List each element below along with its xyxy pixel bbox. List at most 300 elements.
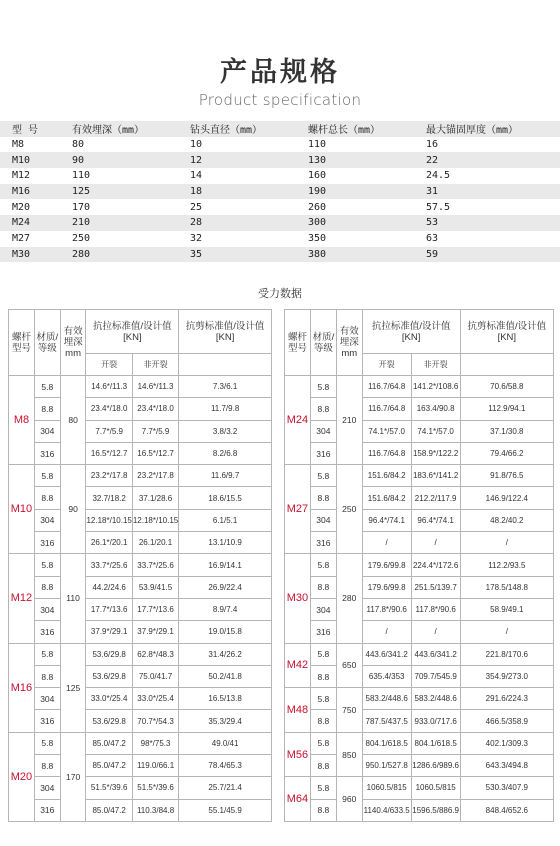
force-value: 98*/75.3 xyxy=(132,732,178,754)
force-value: 14.6*/11.3 xyxy=(86,376,132,398)
force-value: 7.3/6.1 xyxy=(179,376,272,398)
spec-cell: 14 xyxy=(190,170,203,182)
spec-header-cell: 型 号 xyxy=(12,125,39,137)
force-row xyxy=(9,532,272,554)
force-value: 74.1*/57.0 xyxy=(362,420,411,442)
force-value: 51.5*/39.6 xyxy=(132,777,178,799)
force-value: / xyxy=(460,621,553,643)
spec-header-cell: 螺杆总长（mm） xyxy=(308,125,381,137)
material-grade: 8.8 xyxy=(34,665,60,687)
material-grade: 5.8 xyxy=(34,732,60,754)
force-row xyxy=(9,621,272,643)
force-value: 85.0/47.2 xyxy=(86,732,132,754)
force-value: 17.7*/13.6 xyxy=(86,598,132,620)
embed-depth: 80 xyxy=(60,376,86,465)
force-table-right xyxy=(284,309,554,822)
force-value: 1060.5/815 xyxy=(362,777,411,799)
force-value: 37.9*/29.1 xyxy=(86,621,132,643)
force-row xyxy=(285,420,554,442)
force-value: 8.2/6.8 xyxy=(179,442,272,464)
force-value: 16.5*/12.7 xyxy=(132,442,178,464)
force-row xyxy=(9,487,272,509)
material-grade: 304 xyxy=(34,598,60,620)
force-value: 141.2*/108.6 xyxy=(411,376,460,398)
force-value: 112.2/93.5 xyxy=(460,554,553,576)
spec-cell: 90 xyxy=(72,154,85,166)
material-grade: 316 xyxy=(310,442,336,464)
page-title: 产品规格 xyxy=(220,57,340,88)
force-value: 70.7*/54.3 xyxy=(132,710,178,732)
force-row xyxy=(9,710,272,732)
force-value: 51.5*/39.6 xyxy=(86,777,132,799)
spec-cell: 18 xyxy=(190,186,203,198)
spec-cell: M8 xyxy=(12,139,25,151)
material-grade: 5.8 xyxy=(310,376,336,398)
force-row xyxy=(9,598,272,620)
force-value: 151.6/84.2 xyxy=(362,487,411,509)
force-value: 402.1/309.3 xyxy=(460,732,553,754)
force-value: 26.1/20.1 xyxy=(132,532,178,554)
embed-depth: 170 xyxy=(60,732,86,821)
material-grade: 316 xyxy=(34,799,60,821)
force-value: 16.5/13.8 xyxy=(179,688,272,710)
force-value: 110.3/84.8 xyxy=(132,799,178,821)
force-value: 158.9*/122.2 xyxy=(411,442,460,464)
header-depth: 有效埋深mm xyxy=(336,310,362,376)
spec-cell: 250 xyxy=(72,233,91,245)
force-row xyxy=(285,554,554,576)
spec-cell: 260 xyxy=(308,201,327,213)
spec-cell: 170 xyxy=(72,201,91,213)
force-row xyxy=(285,465,554,487)
force-value: 116.7/64.8 xyxy=(362,376,411,398)
force-value: 37.1/28.6 xyxy=(132,487,178,509)
force-value: 116.7/64.8 xyxy=(362,398,411,420)
force-row xyxy=(285,688,554,710)
spec-cell: 110 xyxy=(72,170,91,182)
force-value: 117.8*/90.6 xyxy=(411,598,460,620)
force-row xyxy=(9,465,272,487)
force-value: 44.2/24.6 xyxy=(86,576,132,598)
force-value: 19.0/15.8 xyxy=(179,621,272,643)
force-value: 53.6/29.8 xyxy=(86,665,132,687)
bolt-model: M10 xyxy=(9,465,35,554)
force-row xyxy=(285,598,554,620)
spec-cell: 16 xyxy=(426,139,439,151)
force-row xyxy=(285,799,554,821)
spec-row xyxy=(0,215,560,231)
spec-header-row xyxy=(0,121,560,137)
force-value: 25.7/21.4 xyxy=(179,777,272,799)
page-subtitle: Product specification xyxy=(198,91,362,109)
header-model: 螺杆型号 xyxy=(9,310,35,376)
bolt-model: M12 xyxy=(9,554,35,643)
spec-row xyxy=(0,137,560,153)
material-grade: 304 xyxy=(310,598,336,620)
force-row xyxy=(9,732,272,754)
force-value: 443.6/341.2 xyxy=(411,643,460,665)
spec-row xyxy=(0,184,560,200)
material-grade: 8.8 xyxy=(310,755,336,777)
material-grade: 304 xyxy=(310,509,336,531)
spec-cell: 22 xyxy=(426,154,439,166)
embed-depth: 250 xyxy=(336,465,362,554)
force-value: 583.2/448.6 xyxy=(362,688,411,710)
material-grade: 316 xyxy=(34,532,60,554)
force-value: 950.1/527.8 xyxy=(362,755,411,777)
force-value: 85.0/47.2 xyxy=(86,799,132,821)
force-value: 85.0/47.2 xyxy=(86,755,132,777)
force-row xyxy=(285,442,554,464)
force-value: 74.1*/57.0 xyxy=(411,420,460,442)
header-nocrack: 非开裂 xyxy=(132,354,178,376)
material-grade: 304 xyxy=(34,688,60,710)
force-value: 709.7/545.9 xyxy=(411,665,460,687)
material-grade: 8.8 xyxy=(310,799,336,821)
force-header-row xyxy=(285,310,554,354)
embed-depth: 90 xyxy=(60,465,86,554)
header-nocrack: 非开裂 xyxy=(411,354,460,376)
force-value: 62.8*/48.3 xyxy=(132,643,178,665)
header-shear: 抗剪标准值/设计值[KN] xyxy=(179,310,272,354)
force-value: 35.3/29.4 xyxy=(179,710,272,732)
spec-cell: 25 xyxy=(190,201,203,213)
force-value: 31.4/26.2 xyxy=(179,643,272,665)
embed-depth: 210 xyxy=(336,376,362,465)
force-value: 16.9/14.1 xyxy=(179,554,272,576)
bolt-model: M27 xyxy=(285,465,311,554)
force-value: 11.6/9.7 xyxy=(179,465,272,487)
force-value: 78.4/65.3 xyxy=(179,755,272,777)
force-row xyxy=(9,509,272,531)
force-value: 583.2/448.6 xyxy=(411,688,460,710)
spec-cell: 125 xyxy=(72,186,91,198)
force-value: 55.1/45.9 xyxy=(179,799,272,821)
force-value: 1140.4/633.5 xyxy=(362,799,411,821)
material-grade: 316 xyxy=(310,621,336,643)
force-value: 53.9/41.5 xyxy=(132,576,178,598)
force-value: 112.9/94.1 xyxy=(460,398,553,420)
spec-cell: M16 xyxy=(12,186,31,198)
spec-cell: 31 xyxy=(426,186,439,198)
force-value: 96.4*/74.1 xyxy=(362,509,411,531)
material-grade: 8.8 xyxy=(34,755,60,777)
force-value: 354.9/273.0 xyxy=(460,665,553,687)
header-crack: 开裂 xyxy=(86,354,132,376)
force-row xyxy=(285,755,554,777)
material-grade: 5.8 xyxy=(310,688,336,710)
force-row xyxy=(285,643,554,665)
spec-cell: 35 xyxy=(190,248,203,260)
spec-cell: 32 xyxy=(190,233,203,245)
force-row xyxy=(9,665,272,687)
force-value: 1286.6/989.6 xyxy=(411,755,460,777)
spec-cell: 300 xyxy=(308,217,327,229)
material-grade: 8.8 xyxy=(310,665,336,687)
force-row xyxy=(285,621,554,643)
spec-cell: 280 xyxy=(72,248,91,260)
force-value: 16.5*/12.7 xyxy=(86,442,132,464)
force-value: 33.7*/25.6 xyxy=(132,554,178,576)
material-grade: 8.8 xyxy=(310,487,336,509)
spec-cell: 80 xyxy=(72,139,85,151)
header-blank xyxy=(179,354,272,376)
embed-depth: 960 xyxy=(336,777,362,822)
force-row xyxy=(285,710,554,732)
force-value: 3.8/3.2 xyxy=(179,420,272,442)
force-value: 33.7*/25.6 xyxy=(86,554,132,576)
force-value: 848.4/652.6 xyxy=(460,799,553,821)
bolt-model: M56 xyxy=(285,732,311,777)
spec-cell: 28 xyxy=(190,217,203,229)
material-grade: 8.8 xyxy=(310,710,336,732)
spec-cell: 57.5 xyxy=(426,201,451,213)
material-grade: 5.8 xyxy=(310,643,336,665)
force-value: 635.4/353 xyxy=(362,665,411,687)
bolt-model: M24 xyxy=(285,376,311,465)
force-value: 53.6/29.8 xyxy=(86,710,132,732)
header-model: 螺杆型号 xyxy=(285,310,311,376)
spec-cell: M12 xyxy=(12,170,31,182)
embed-depth: 650 xyxy=(336,643,362,688)
force-row xyxy=(9,442,272,464)
force-value: 221.8/170.6 xyxy=(460,643,553,665)
force-value: 530.3/407.9 xyxy=(460,777,553,799)
material-grade: 5.8 xyxy=(34,465,60,487)
spec-cell: 12 xyxy=(190,154,203,166)
material-grade: 5.8 xyxy=(310,554,336,576)
material-grade: 316 xyxy=(34,621,60,643)
force-value: 466.5/358.9 xyxy=(460,710,553,732)
header-tension: 抗拉标准值/设计值[KN] xyxy=(86,310,179,354)
material-grade: 8.8 xyxy=(310,576,336,598)
force-row xyxy=(9,376,272,398)
bolt-model: M64 xyxy=(285,777,311,822)
force-value: 18.6/15.5 xyxy=(179,487,272,509)
embed-depth: 125 xyxy=(60,643,86,732)
force-value: 7.7*/5.9 xyxy=(86,420,132,442)
force-value: 1060.5/815 xyxy=(411,777,460,799)
spec-header-cell: 有效埋深（mm） xyxy=(72,125,145,137)
spec-cell: 380 xyxy=(308,248,327,260)
header-depth: 有效埋深mm xyxy=(60,310,86,376)
force-row xyxy=(9,554,272,576)
material-grade: 8.8 xyxy=(34,487,60,509)
spec-row xyxy=(0,247,560,263)
header-shear: 抗剪标准值/设计值[KN] xyxy=(460,310,553,354)
force-value: 251.5/139.7 xyxy=(411,576,460,598)
force-value: 8.9/7.4 xyxy=(179,598,272,620)
force-value: / xyxy=(460,532,553,554)
force-value: 79.4/66.2 xyxy=(460,442,553,464)
force-row xyxy=(285,509,554,531)
spec-cell: M27 xyxy=(12,233,31,245)
material-grade: 5.8 xyxy=(34,643,60,665)
embed-depth: 850 xyxy=(336,732,362,777)
force-value: 23.4*/18.0 xyxy=(132,398,178,420)
force-value: / xyxy=(362,621,411,643)
force-value: 26.9/22.4 xyxy=(179,576,272,598)
spec-cell: M24 xyxy=(12,217,31,229)
material-grade: 8.8 xyxy=(34,576,60,598)
material-grade: 304 xyxy=(310,420,336,442)
spec-cell: 53 xyxy=(426,217,439,229)
material-grade: 8.8 xyxy=(34,398,60,420)
force-row xyxy=(285,376,554,398)
force-value: 1596.5/886.9 xyxy=(411,799,460,821)
force-value: 17.7*/13.6 xyxy=(132,598,178,620)
force-value: 26.1*/20.1 xyxy=(86,532,132,554)
spec-cell: M30 xyxy=(12,248,31,260)
material-grade: 5.8 xyxy=(34,554,60,576)
force-data-title: 受力数据 xyxy=(258,287,302,300)
force-row xyxy=(285,777,554,799)
force-row xyxy=(9,398,272,420)
material-grade: 5.8 xyxy=(34,376,60,398)
force-value: 212.2/117.9 xyxy=(411,487,460,509)
force-header-row xyxy=(9,310,272,354)
force-value: 643.3/494.8 xyxy=(460,755,553,777)
material-grade: 5.8 xyxy=(310,465,336,487)
header-tension: 抗拉标准值/设计值[KN] xyxy=(362,310,460,354)
material-grade: 304 xyxy=(34,509,60,531)
spec-cell: 10 xyxy=(190,139,203,151)
force-value: 151.6/84.2 xyxy=(362,465,411,487)
header-crack: 开裂 xyxy=(362,354,411,376)
bolt-model: M16 xyxy=(9,643,35,732)
force-row xyxy=(285,576,554,598)
material-grade: 316 xyxy=(310,532,336,554)
force-value: 183.6*/141.2 xyxy=(411,465,460,487)
spec-header-cell: 钻头直径（mm） xyxy=(190,125,263,137)
force-value: 443.6/341.2 xyxy=(362,643,411,665)
spec-row xyxy=(0,231,560,247)
force-value: 7.7*/5.9 xyxy=(132,420,178,442)
force-row xyxy=(9,799,272,821)
force-row xyxy=(285,665,554,687)
force-row xyxy=(285,487,554,509)
spec-header-cell: 最大锚固厚度（mm） xyxy=(426,125,519,137)
force-value: 70.6/58.8 xyxy=(460,376,553,398)
force-value: 13.1/10.9 xyxy=(179,532,272,554)
force-value: 291.6/224.3 xyxy=(460,688,553,710)
force-value: 49.0/41 xyxy=(179,732,272,754)
spec-cell: 210 xyxy=(72,217,91,229)
force-value: 53.6/29.8 xyxy=(86,643,132,665)
force-row xyxy=(285,532,554,554)
spec-cell: 130 xyxy=(308,154,327,166)
force-value: 163.4/90.8 xyxy=(411,398,460,420)
spec-row xyxy=(0,152,560,168)
force-value: 32.7/18.2 xyxy=(86,487,132,509)
material-grade: 8.8 xyxy=(310,398,336,420)
force-value: 48.2/40.2 xyxy=(460,509,553,531)
force-row xyxy=(285,398,554,420)
spec-cell: 110 xyxy=(308,139,327,151)
force-value: 58.9/49.1 xyxy=(460,598,553,620)
material-grade: 304 xyxy=(34,777,60,799)
force-value: 178.5/148.8 xyxy=(460,576,553,598)
force-row xyxy=(9,420,272,442)
bolt-model: M42 xyxy=(285,643,311,688)
spec-cell: M20 xyxy=(12,201,31,213)
force-value: 224.4*/172.6 xyxy=(411,554,460,576)
force-value: 117.8*/90.6 xyxy=(362,598,411,620)
force-value: 933.0/717.6 xyxy=(411,710,460,732)
bolt-model: M48 xyxy=(285,688,311,733)
force-value: 6.1/5.1 xyxy=(179,509,272,531)
spec-row xyxy=(0,168,560,184)
material-grade: 304 xyxy=(34,420,60,442)
material-grade: 5.8 xyxy=(310,732,336,754)
material-grade: 316 xyxy=(34,442,60,464)
spec-cell: 59 xyxy=(426,248,439,260)
embed-depth: 750 xyxy=(336,688,362,733)
spec-cell: 160 xyxy=(308,170,327,182)
force-value: 146.9/122.4 xyxy=(460,487,553,509)
force-value: 179.6/99.8 xyxy=(362,554,411,576)
spec-cell: 24.5 xyxy=(426,170,451,182)
force-value: 12.18*/10.15 xyxy=(86,509,132,531)
header-material: 材质/等级 xyxy=(310,310,336,376)
force-value: 91.8/76.5 xyxy=(460,465,553,487)
force-row xyxy=(9,576,272,598)
force-value: 23.4*/18.0 xyxy=(86,398,132,420)
force-value: / xyxy=(411,532,460,554)
force-row xyxy=(9,688,272,710)
force-value: 33.0*/25.4 xyxy=(132,688,178,710)
force-value: 23.2*/17.8 xyxy=(132,465,178,487)
spec-cell: 63 xyxy=(426,233,439,245)
spec-cell: 350 xyxy=(308,233,327,245)
force-row xyxy=(9,777,272,799)
material-grade: 5.8 xyxy=(310,777,336,799)
spec-row xyxy=(0,199,560,215)
force-value: 11.7/9.8 xyxy=(179,398,272,420)
force-value: 804.1/618.5 xyxy=(362,732,411,754)
force-value: 179.6/99.8 xyxy=(362,576,411,598)
force-value: 119.0/66.1 xyxy=(132,755,178,777)
bolt-model: M20 xyxy=(9,732,35,821)
spec-cell: 190 xyxy=(308,186,327,198)
force-value: 37.1/30.8 xyxy=(460,420,553,442)
force-value: 804.1/618.5 xyxy=(411,732,460,754)
header-blank xyxy=(460,354,553,376)
header-material: 材质/等级 xyxy=(34,310,60,376)
force-value: 37.9*/29.1 xyxy=(132,621,178,643)
force-value: 116.7/64.8 xyxy=(362,442,411,464)
force-value: 50.2/41.8 xyxy=(179,665,272,687)
force-value: / xyxy=(411,621,460,643)
force-value: 23.2*/17.8 xyxy=(86,465,132,487)
force-value: / xyxy=(362,532,411,554)
force-value: 75.0/41.7 xyxy=(132,665,178,687)
force-table-left xyxy=(8,309,272,822)
force-row xyxy=(9,755,272,777)
force-value: 12.18*/10.15 xyxy=(132,509,178,531)
force-value: 33.0*/25.4 xyxy=(86,688,132,710)
material-grade: 316 xyxy=(34,710,60,732)
force-value: 96.4*/74.1 xyxy=(411,509,460,531)
bolt-model: M30 xyxy=(285,554,311,643)
embed-depth: 110 xyxy=(60,554,86,643)
force-value: 787.5/437.5 xyxy=(362,710,411,732)
force-row xyxy=(285,732,554,754)
embed-depth: 280 xyxy=(336,554,362,643)
spec-cell: M10 xyxy=(12,154,31,166)
force-value: 14.6*/11.3 xyxy=(132,376,178,398)
bolt-model: M8 xyxy=(9,376,35,465)
